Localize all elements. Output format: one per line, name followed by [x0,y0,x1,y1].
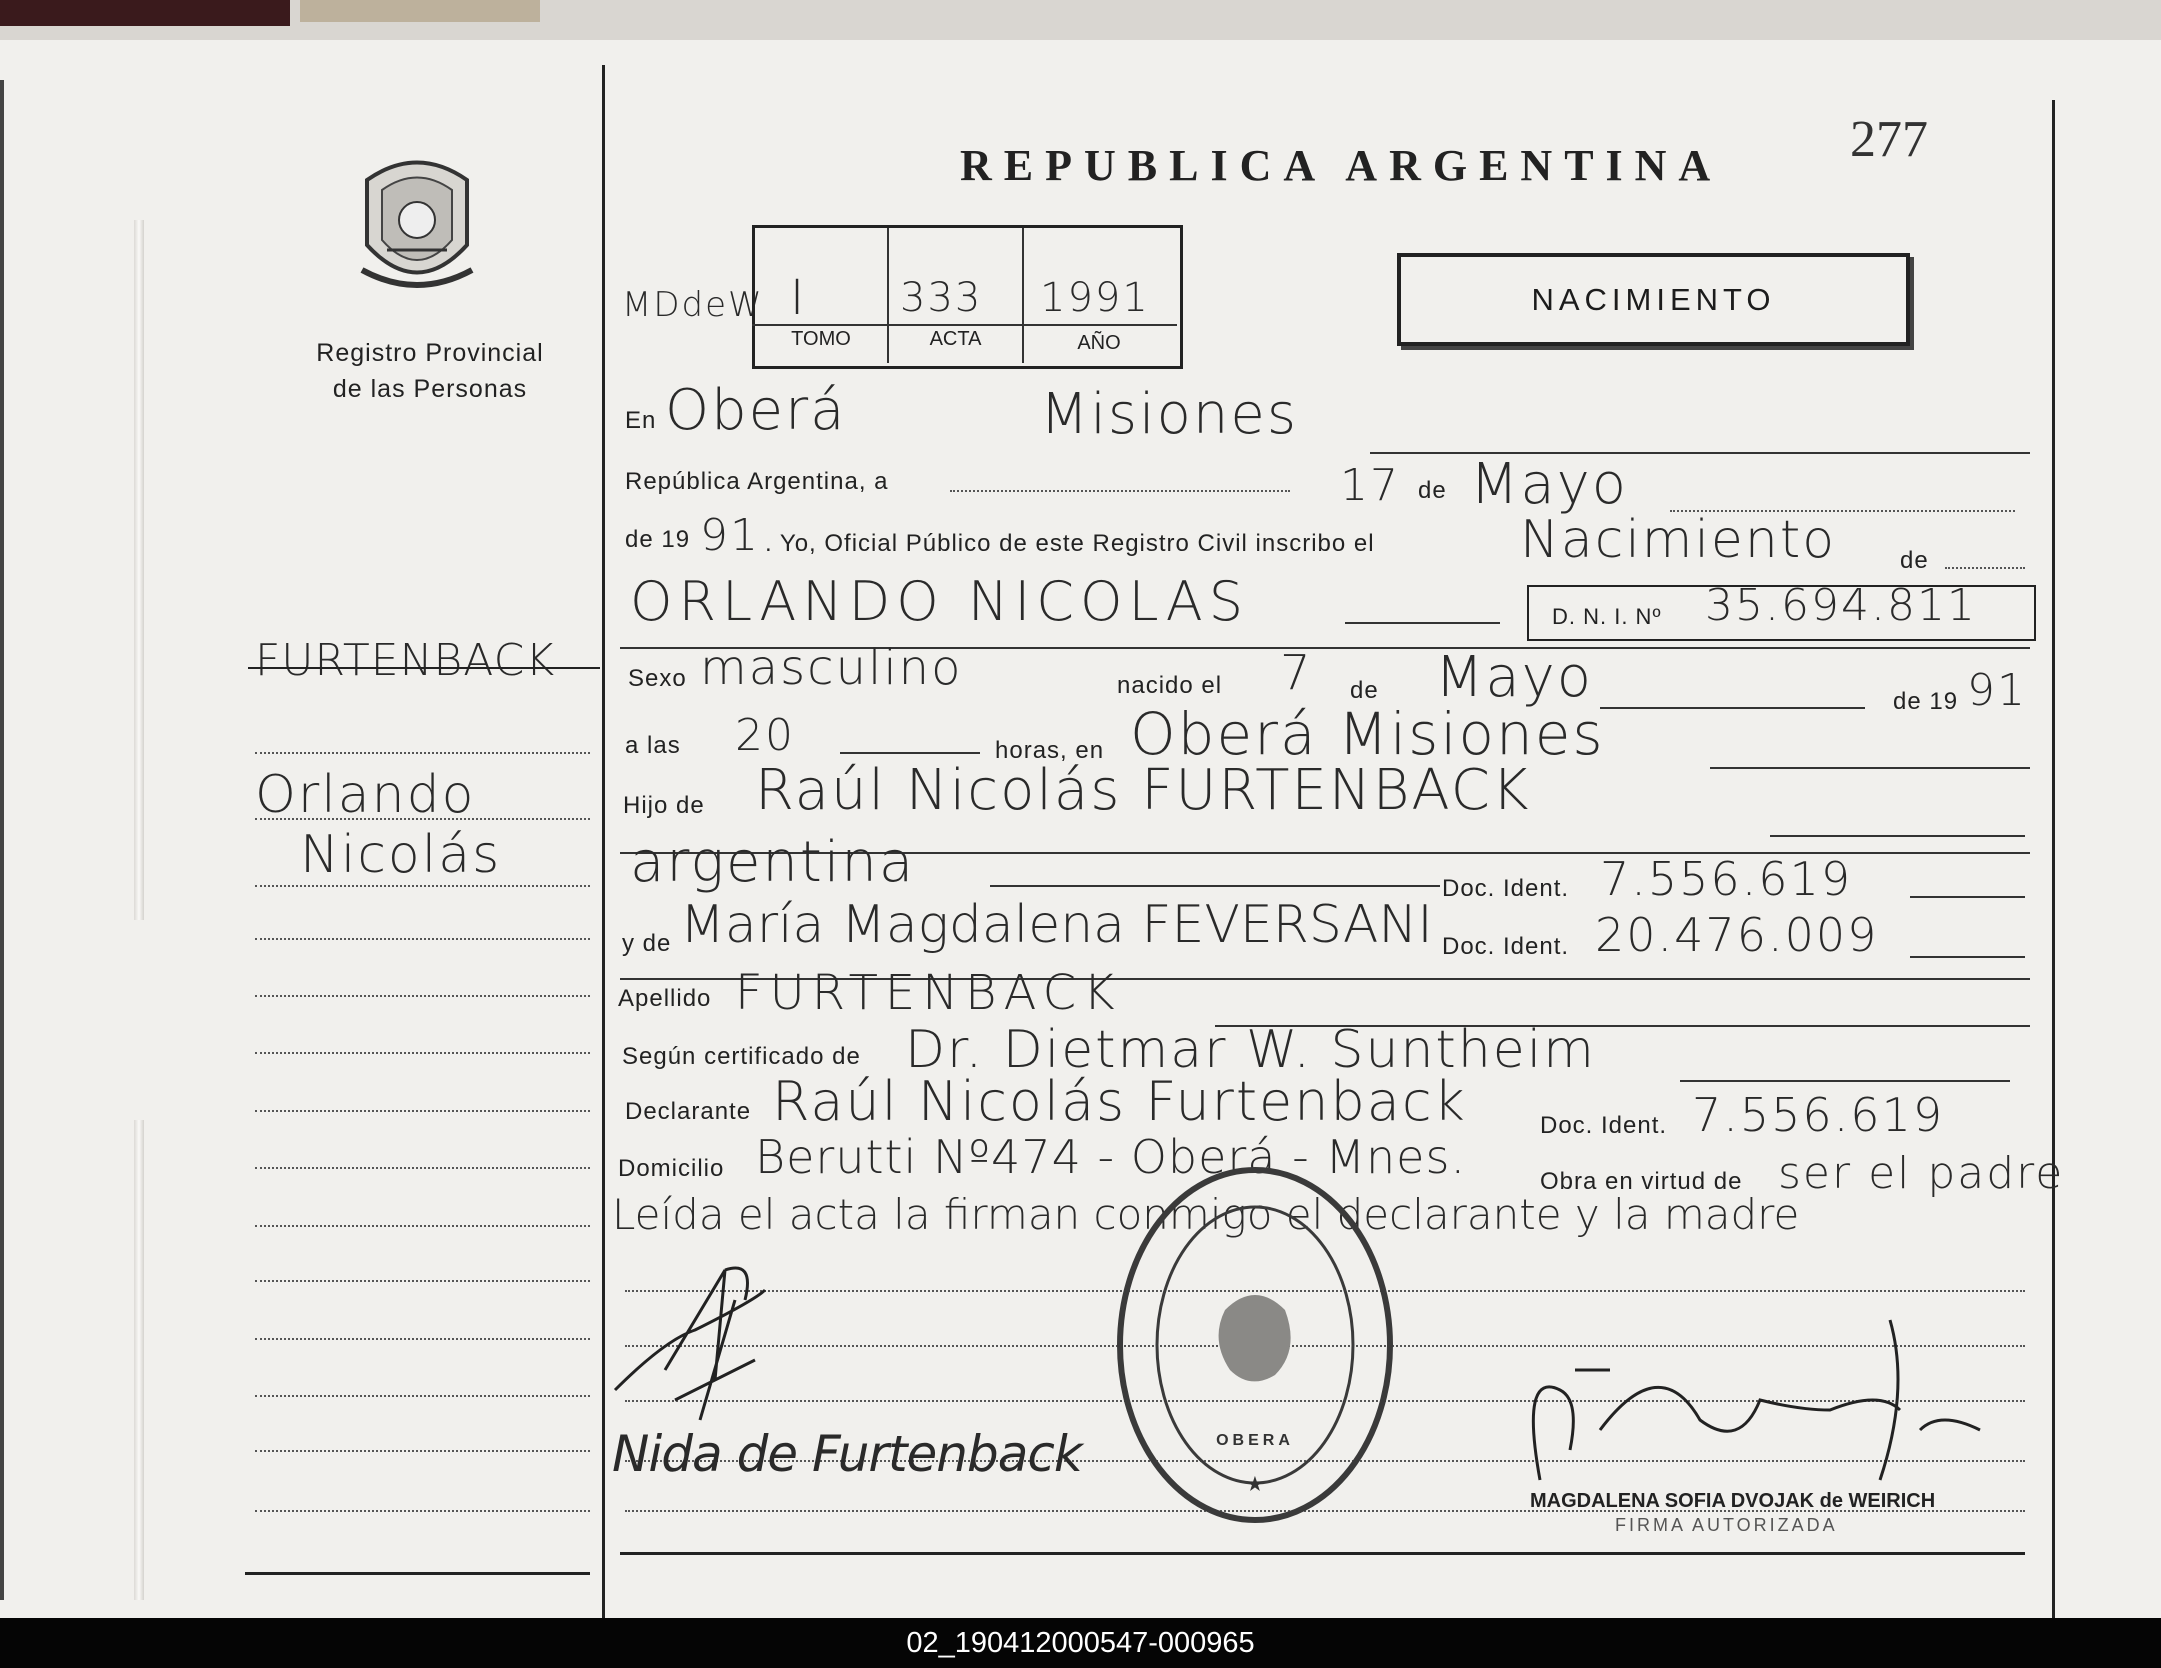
row-line [950,490,1290,492]
yde-label: y de [622,930,672,957]
child-name-value: ORLANDO NICOLAS [630,570,1250,633]
record-type-label: NACIMIENTO [1531,282,1776,317]
declarante-label: Declarante [625,1098,752,1125]
ref-underline [752,324,1177,326]
segun-label: Según certificado de [622,1043,861,1070]
mother-signature: Nida de Furtenback [612,1425,1082,1483]
birth-month-value: Mayo [1435,645,1594,710]
image-id-footer: 02_190412000547-000965 [0,1618,2161,1668]
margin-line [255,1510,590,1512]
row-line [1345,622,1500,624]
binding-edge [0,80,4,1600]
margin-given-name-1: Orlando [255,765,476,825]
page-bottom-rule [620,1552,2025,1555]
a-las-label: a las [625,732,681,759]
tomo-label: TOMO [791,328,851,350]
country-title: REPUBLICA ARGENTINA [960,141,1723,190]
row-line [1910,956,2025,958]
row-line [1770,835,2025,837]
anio-value: 1991 [1040,275,1150,321]
nationality-value: argentina [630,830,916,895]
republica-label: República Argentina, a [625,468,889,495]
provincial-seal-icon [352,150,482,300]
place-value: Oberá [665,378,847,443]
anio-label: AÑO [1077,332,1121,354]
declarante-doc-value: 7.556.619 [1692,1088,1945,1142]
birth-year-prefix: de 19 [1893,688,1959,715]
act-type-value: Nacimiento [1520,510,1837,570]
horas-label: horas, en [995,737,1105,764]
binding-fold [134,220,144,920]
declarant-signature-icon [605,1240,805,1430]
margin-line [255,1450,590,1452]
official-signature-icon [1500,1310,2000,1520]
nacido-label: nacido el [1117,672,1223,699]
birth-place-value: Oberá Misiones [1130,700,1605,768]
record-type-box [1397,253,1910,346]
sexo-label: Sexo [628,665,687,692]
de-label: de [1418,477,1447,504]
oficial-text: . Yo, Oficial Público de este Registro Civil inscribo el [765,530,1375,557]
margin-surname: FURTENBACK [255,635,556,686]
year-value: 91 [700,510,760,561]
apellido-value: FURTENBACK [735,965,1122,1021]
father-doc-value: 7.556.619 [1600,852,1853,906]
year-prefix: de 19 [625,526,691,553]
margin-line [255,1167,590,1169]
margin-line [255,1280,590,1282]
official-name: MAGDALENA SOFIA DVOJAK de WEIRICH [1530,1490,1936,1512]
svg-text:★: ★ [1246,1474,1264,1494]
margin-line [255,752,590,754]
mother-doc-label: Doc. Ident. [1442,933,1570,960]
father-value: Raúl Nicolás FURTENBACK [755,758,1531,823]
acta-label: ACTA [929,328,982,350]
acta-value: 333 [900,275,983,321]
official-role: FIRMA AUTORIZADA [1615,1515,1838,1535]
dni-value: 35.694.811 [1705,580,1977,631]
row-line [1680,1080,2010,1082]
margin-line [255,1338,590,1340]
birth-year-value: 91 [1967,665,2027,716]
record-prefix: MDdeW [622,285,764,325]
domicilio-label: Domicilio [618,1155,725,1182]
hijo-label: Hijo de [623,792,705,819]
birth-de-label: de [1350,677,1379,704]
hour-value: 20 [735,710,795,761]
row-line [840,752,980,754]
row-line [990,885,1440,887]
tomo-value: I [790,270,807,326]
right-page-border [2052,100,2055,1618]
domicilio-value: Berutti Nº474 - Oberá - Mnes. [755,1130,1467,1184]
registry-label: Registro Provincial de las Personas [316,339,544,403]
dni-label: D. N. I. Nº [1552,604,1662,629]
obra-value: ser el padre [1778,1148,2065,1199]
margin-bottom-rule [245,1572,590,1575]
month-value: Mayo [1470,452,1629,517]
certificado-value: Dr. Dietmar W. Suntheim [905,1020,1596,1080]
margin-line [255,1110,590,1112]
margin-line [255,818,590,820]
margin-line [255,938,590,940]
stamp-city: OBERA [1216,1432,1294,1449]
page-number: 277 [1850,111,1928,168]
obra-label: Obra en virtud de [1540,1168,1743,1195]
row-line [1945,567,2025,569]
mother-value: María Magdalena FEVERSANI [680,895,1433,955]
day-value: 17 [1340,460,1400,511]
father-doc-label: Doc. Ident. [1442,875,1570,902]
en-label: En [625,407,657,434]
official-stamp-icon [1110,1160,1400,1530]
binding-fold [134,1120,144,1600]
sexo-value: masculino [700,640,963,696]
declarante-value: Raúl Nicolás Furtenback [772,1070,1467,1133]
margin-rule [248,667,600,669]
mother-doc-value: 20.476.009 [1595,908,1879,962]
row-line [1910,896,2025,898]
birth-day-value: 7 [1280,645,1313,701]
margin-line [255,1225,590,1227]
closing-text: Leída el acta la firman conmigo el declarante y la madre [612,1190,1800,1239]
province-value: Misiones [1040,382,1298,447]
row-line [1600,707,1865,709]
margin-line [255,1052,590,1054]
declarante-doc-label: Doc. Ident. [1540,1112,1668,1139]
certificate-page [0,40,2161,1618]
row-line [1370,452,2030,454]
book-edge [0,0,2161,40]
de-label-2: de [1900,547,1929,574]
margin-line [255,995,590,997]
apellido-label: Apellido [618,985,712,1012]
margin-line [255,1395,590,1397]
row-line [1710,767,2030,769]
margin-line [255,885,590,887]
margin-given-name-2: Nicolás [300,825,502,885]
